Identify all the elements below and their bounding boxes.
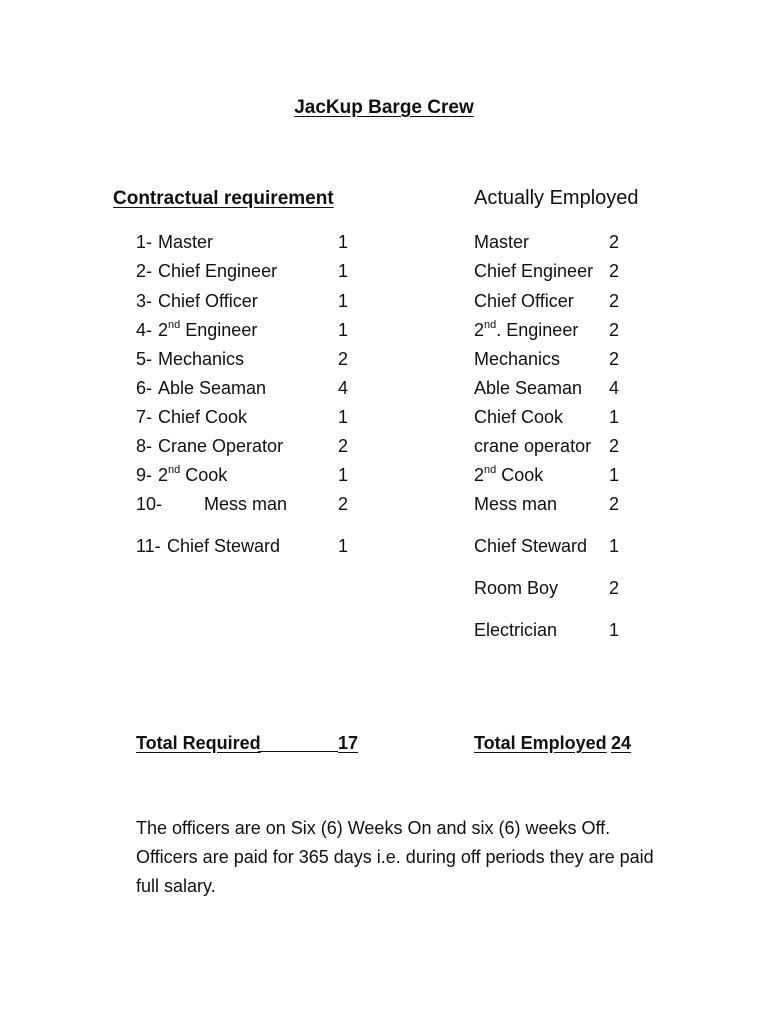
required-count: 2 (338, 494, 349, 514)
crew-role-label (158, 231, 213, 253)
role-text: 2 (158, 320, 169, 340)
role-text-suffix: Cook (496, 465, 544, 485)
crew-role-label (158, 260, 277, 282)
total-required-underline-gap (258, 751, 338, 752)
role-text: Mechanics (474, 349, 561, 369)
employed-count: 2 (609, 349, 620, 369)
row-number: 11- (136, 536, 161, 556)
employed-count: 2 (609, 578, 620, 598)
employed-count: 4 (609, 378, 620, 398)
employed-count: 2 (609, 436, 620, 456)
contractual-requirement-heading: Contractual requirement (113, 188, 334, 209)
ordinal-suffix: nd (484, 319, 497, 331)
role-text: 2 (474, 320, 485, 340)
role-text: Chief Engineer (474, 261, 594, 281)
required-count: 4 (338, 378, 349, 398)
row-number: 2- (136, 261, 153, 281)
role-text-suffix: Cook (180, 465, 228, 485)
total-employed-value: 24 (611, 733, 632, 753)
employed-count: 2 (609, 261, 620, 281)
row-number: 10- (136, 494, 163, 514)
required-count: 2 (338, 436, 349, 456)
crew-role-label (474, 535, 587, 557)
row-number: 4- (136, 320, 153, 340)
employed-count: 1 (609, 536, 620, 556)
role-text: Chief Steward (474, 536, 588, 556)
role-text: Master (474, 232, 530, 252)
crew-role-label (158, 435, 283, 457)
role-text: Chief Officer (158, 291, 258, 311)
crew-role-label (158, 348, 244, 370)
crew-role-label (474, 377, 582, 399)
crew-role-label (474, 290, 574, 312)
crew-role-label (158, 377, 266, 399)
role-text: 2 (474, 465, 485, 485)
role-text: Room Boy (474, 578, 559, 598)
crew-role-label (474, 619, 557, 641)
row-number: 8- (136, 436, 153, 456)
role-text: Chief Officer (474, 291, 574, 311)
rotation-note: The officers are on Six (6) Weeks On and six (6) weeks Off. Officers are paid for 365 days i.e. during off periods they are paid full salary. (136, 818, 654, 896)
role-text: 2 (158, 465, 169, 485)
crew-role-label (158, 290, 258, 312)
required-count: 1 (338, 536, 349, 556)
crew-role-label (474, 464, 543, 486)
employed-count: 1 (609, 620, 620, 640)
crew-role-label (474, 231, 529, 253)
role-text: Chief Engineer (158, 261, 278, 281)
actually-employed-heading: Actually Employed (474, 187, 639, 209)
role-text: Able Seaman (474, 378, 583, 398)
required-count: 1 (338, 407, 349, 427)
employed-count: 2 (609, 232, 620, 252)
required-count: 1 (338, 232, 349, 252)
employed-count: 2 (609, 494, 620, 514)
crew-role-label (474, 406, 563, 428)
role-text: Chief Cook (158, 407, 248, 427)
row-number: 1- (136, 232, 153, 252)
crew-role-label (158, 406, 247, 428)
crew-role-label (158, 319, 257, 341)
role-text: Crane Operator (158, 436, 284, 456)
crew-role-label (474, 319, 578, 341)
role-text: Master (158, 232, 214, 252)
row-number: 6- (136, 378, 153, 398)
crew-role-label (474, 348, 560, 370)
required-count: 2 (338, 349, 349, 369)
role-text: Chief Steward (167, 536, 281, 556)
crew-role-label (474, 493, 557, 515)
row-number: 5- (136, 349, 153, 369)
role-text-suffix: . Engineer (496, 320, 579, 340)
employed-count: 2 (609, 291, 620, 311)
employed-count: 1 (609, 407, 620, 427)
crew-role-label (474, 435, 591, 457)
required-count: 1 (338, 261, 349, 281)
role-text: Chief Cook (474, 407, 564, 427)
row-number: 7- (136, 407, 153, 427)
role-text: Electrician (474, 620, 558, 640)
role-text: Mess man (474, 494, 558, 514)
crew-role-label (474, 260, 593, 282)
ordinal-suffix: nd (484, 464, 497, 476)
crew-role-label (158, 464, 227, 486)
page-title: JacKup Barge Crew (294, 97, 474, 118)
employed-count: 1 (609, 465, 620, 485)
total-required-value: 17 (338, 733, 359, 753)
required-count: 1 (338, 291, 349, 311)
role-text: crane operator (474, 436, 592, 456)
role-text: Mechanics (158, 349, 245, 369)
role-text: Mess man (204, 494, 288, 514)
role-text-suffix: Engineer (180, 320, 258, 340)
required-count: 1 (338, 320, 349, 340)
crew-role-label (204, 493, 287, 515)
total-employed-label: Total Employed (474, 733, 607, 753)
crew-role-label (167, 535, 280, 557)
role-text: Able Seaman (158, 378, 267, 398)
row-number: 3- (136, 291, 153, 311)
row-number: 9- (136, 465, 153, 485)
crew-role-label (474, 577, 558, 599)
ordinal-suffix: nd (168, 319, 181, 331)
total-required-label: Total Required (136, 733, 261, 753)
employed-count: 2 (609, 320, 620, 340)
required-count: 1 (338, 465, 349, 485)
ordinal-suffix: nd (168, 464, 181, 476)
